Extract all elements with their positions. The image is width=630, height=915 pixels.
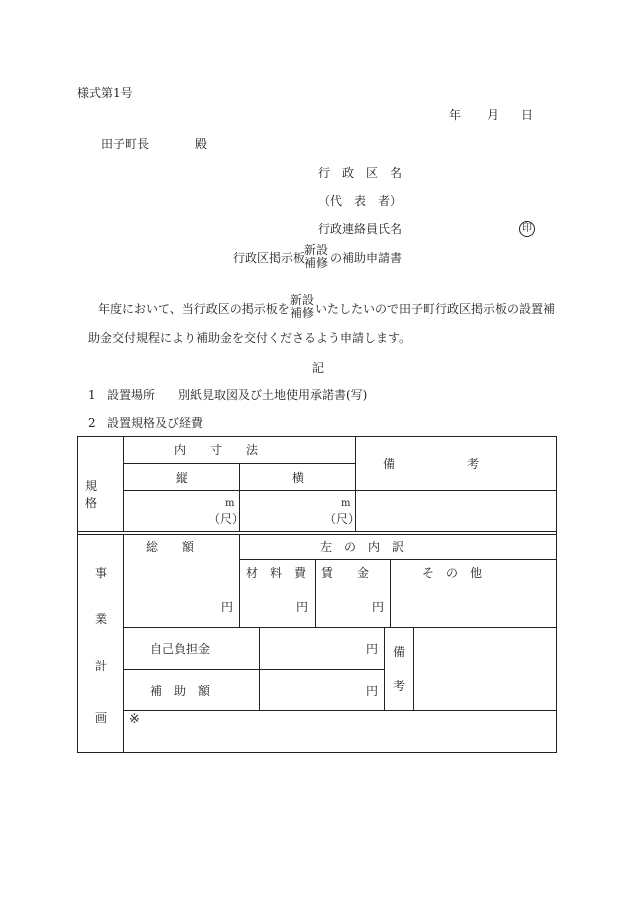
body-option-new: 新設 <box>290 293 315 307</box>
seal-mark: 印 <box>519 221 535 237</box>
district-name-label: 行 政 区 名 <box>318 166 403 180</box>
plan-label-1: 事 <box>95 566 108 580</box>
spec-label-text: 規 格 <box>85 479 110 510</box>
title-options <box>304 244 328 270</box>
breakdown-header: 左 の 内 訳 <box>320 540 405 554</box>
title-option-repair: 補修 <box>304 256 329 270</box>
liaison-name-label: 行政連絡員氏名 <box>318 222 403 236</box>
form-number: 様式第1号 <box>77 86 133 100</box>
date-month: 月 <box>487 108 500 122</box>
date-year: 年 <box>449 108 462 122</box>
item-1-label: 設置場所 <box>107 388 156 402</box>
title-prefix: 行政区掲示板 <box>233 251 306 265</box>
inner-dims-header: 内 寸 法 <box>174 443 259 457</box>
vertical-header: 縦 <box>176 471 189 485</box>
spec-label <box>85 477 116 511</box>
wages-yen: 円 <box>372 600 385 614</box>
wages-header: 賃 金 <box>321 566 370 580</box>
horizontal-header: 横 <box>292 471 305 485</box>
total-yen: 円 <box>221 600 234 614</box>
item-2-label: 設置規格及び経費 <box>107 416 204 430</box>
item-1-num: 1 <box>88 388 96 402</box>
subsidy-label: 補 助 額 <box>150 684 211 698</box>
body-option-repair: 補修 <box>290 306 315 320</box>
item-1-value: 別紙見取図及び土地使用承諾書(写) <box>178 388 368 402</box>
vertical-unit-m: m <box>225 498 235 509</box>
horizontal-unit-m: m <box>341 498 351 509</box>
remarks-short-2: 考 <box>393 679 406 693</box>
remarks-short-1: 備 <box>393 645 406 659</box>
item-2-num: 2 <box>88 416 96 430</box>
self-burden-label: 自己負担金 <box>150 642 211 656</box>
date-day: 日 <box>521 108 534 122</box>
materials-header: 材 料 費 <box>246 566 307 580</box>
plan-label-2: 業 <box>95 612 108 626</box>
body-options <box>290 294 314 320</box>
note-mark: ※ <box>129 712 140 727</box>
plan-label-3: 計 <box>95 659 108 673</box>
vertical-unit-shaku: （尺） <box>208 512 245 526</box>
ki-label: 記 <box>312 361 325 375</box>
title-option-new: 新設 <box>304 243 329 257</box>
self-burden-yen: 円 <box>366 642 379 656</box>
total-header: 総 額 <box>146 540 195 554</box>
materials-yen: 円 <box>296 600 309 614</box>
addressee-honorific: 殿 <box>195 137 208 151</box>
plan-label-4: 画 <box>95 711 108 725</box>
addressee-name: 田子町長 <box>101 137 150 151</box>
other-header: そ の 他 <box>422 566 483 580</box>
remarks-header: 備 考 <box>383 457 480 471</box>
body-line1-start: 年度において、当行政区の掲示板を <box>86 302 290 316</box>
body-line1-end: いたしたいので田子町行政区掲示板の設置補 <box>315 302 556 316</box>
horizontal-unit-shaku: （尺） <box>324 512 361 526</box>
body-line2: 助金交付規程により補助金を交付くださるよう申請します。 <box>88 331 412 345</box>
representative-label: （代 表 者） <box>318 194 403 208</box>
subsidy-yen: 円 <box>366 684 379 698</box>
title-suffix: の補助申請書 <box>330 251 403 265</box>
